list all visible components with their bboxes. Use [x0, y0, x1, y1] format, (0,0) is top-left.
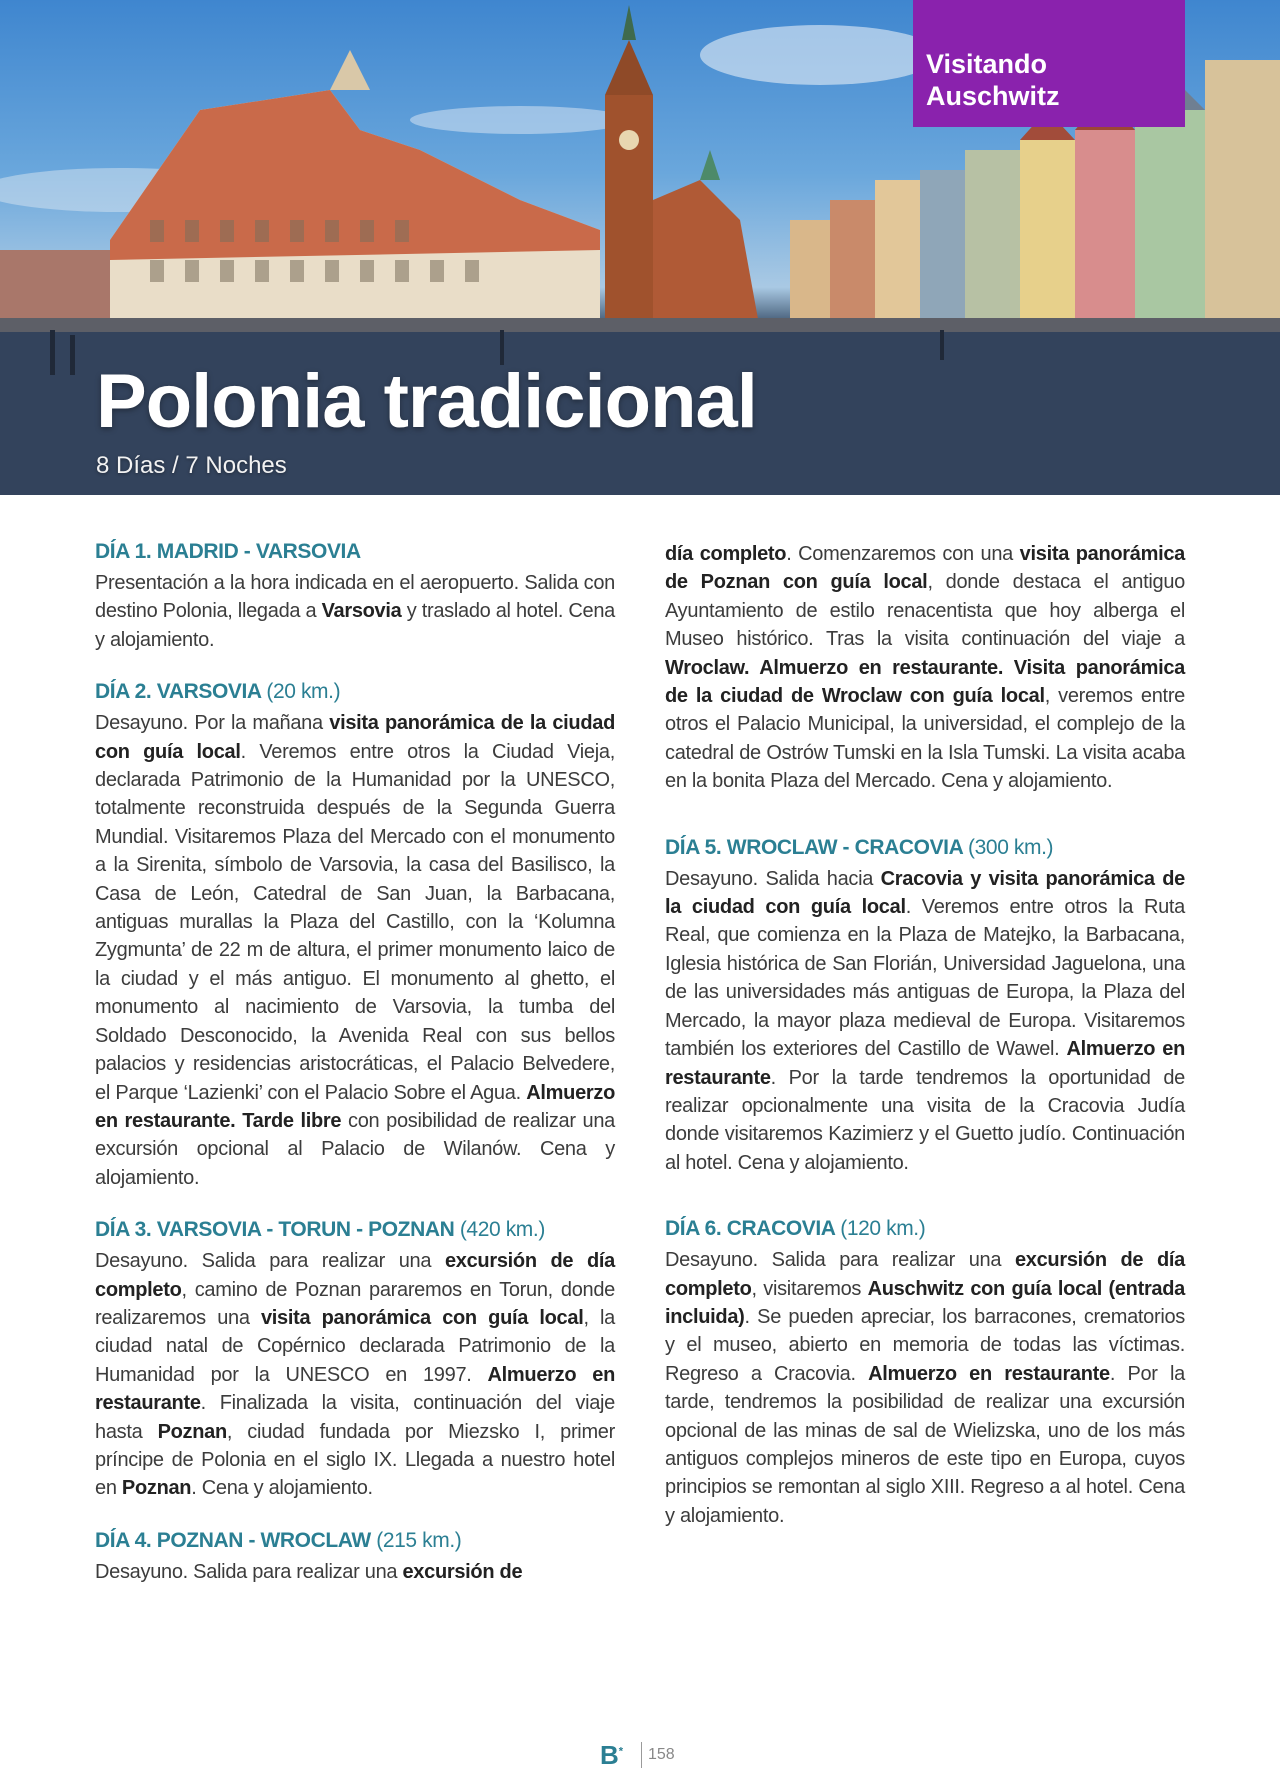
body-text: , camino de Poznan pararemos en Torun, donde realizaremos una [95, 1278, 615, 1329]
day-1 [95, 540, 615, 654]
itinerary-column-left [95, 540, 615, 1612]
day-4-text-start [95, 1558, 615, 1586]
day-6-distance: (120 km.) [840, 1217, 926, 1241]
day-4-text-end [665, 540, 1185, 796]
trip-duration: 8 Días / 7 Noches [96, 452, 287, 479]
day-2-distance: (20 km.) [266, 680, 341, 704]
day-6 [665, 1217, 1185, 1530]
body-text: , ciudad fundada por Miezsko I, primer príncipe de Polonia en el siglo IX. Llegada a nuestro hotel en [95, 1420, 615, 1500]
body-text: . Veremos entre otros la Ruta Real, que comienza en la Plaza de Matejko, la Barbacana, Iglesia histórica de San Florián, Universidad Jaguelona, una de las universidades más antiguas de Europa, la Plaza del Mercado, la mayor plaza medieval de Europa. Visitaremos también los exteriores del Castillo de Wawel. [665, 896, 1185, 1061]
highlight-text: excursión de [402, 1560, 523, 1583]
day-3-heading: DÍA 3. VARSOVIA - TORUN - POZNAN (420 km.) [95, 1218, 545, 1242]
body-text: y traslado al hotel. Cena y alojamiento. [95, 600, 615, 651]
body-text: Desayuno. Salida para realizar una [95, 1560, 403, 1583]
day-2 [95, 680, 615, 1192]
body-text: . Veremos entre otros la Ciudad Vieja, declarada Patrimonio de la Humanidad por la UNESCO, totalmente reconstruida después de la Segunda Guerra Mundial. Visitaremos Plaza del Mercado con el monumento a la Sirenita, símbolo de Varsovia, la casa del Basilisco, la Casa de León, Catedral de San Juan, la Barbacana, antiguas murallas la Plaza del Castillo, con la ‘Kolumna Zygmunta’ de 22 m de altura, el primer monumento laico de la ciudad y el más antiguo. El monumento al ghetto, el monumento al nacimiento de Varsovia, la tumba del Soldado Desconocido, la Avenida Real con sus bellos palacios y residencias aristocráticas, el Palacio Belvedere, el Parque ‘Lazienki’ con el Palacio Sobre el Agua. [95, 740, 615, 1104]
body-text: . Finalizada la visita, continuación del viaje hasta [95, 1392, 615, 1443]
day-5-heading: DÍA 5. WROCLAW - CRACOVIA (300 km.) [665, 835, 1054, 859]
body-text: . Comenzaremos con una [786, 543, 1020, 565]
body-text: , la ciudad natal de Copérnico declarada Patrimonio de la Humanidad por la UNESCO en 1997. [95, 1306, 615, 1386]
highlight-text: Almuerzo en restaurante [868, 1362, 1110, 1385]
page-number: 158 [648, 1746, 675, 1763]
badge-line-2: Auschwitz [926, 81, 1060, 111]
highlight-text: Auschwitz con guía local (entrada incluida) [665, 1277, 1185, 1328]
day-5-distance: (300 km.) [968, 835, 1054, 859]
day-5-text [665, 865, 1185, 1177]
day-5 [665, 836, 1185, 1177]
highlight-text: Almuerzo en restaurante [95, 1363, 615, 1415]
highlight-text: visita panorámica de Poznan con guía local [665, 543, 1185, 594]
highlight-text: Wroclaw. Almuerzo en restaurante. Visita panorámica de la ciudad de Wroclaw con guía local [665, 656, 1185, 708]
brand-logo: B* [600, 1740, 624, 1770]
day-6-heading: DÍA 6. CRACOVIA (120 km.) [665, 1217, 926, 1241]
auschwitz-badge [913, 0, 1185, 127]
day-6-text [665, 1246, 1185, 1530]
highlight-text: día completo [665, 543, 787, 565]
body-text: , veremos entre otros el Palacio Municipal, la universidad, el complejo de la catedral de Ostrów Tumski en la Isla Tumski. La visita acaba en la bonita Plaza del Mercado. Cena y alojamiento. [665, 685, 1185, 793]
itinerary-column-right [665, 540, 1185, 1556]
day-3-text [95, 1247, 615, 1503]
highlight-text: excursión de día completo [95, 1250, 615, 1301]
body-text: . Se pueden apreciar, los barracones, crematorios y el museo, abierto en memoria de todas las víctimas. Regreso a Cracovia. [665, 1305, 1185, 1385]
body-text: . Cena y alojamiento. [191, 1477, 373, 1500]
highlight-text: Cracovia y visita panorámica de la ciudad con guía local [665, 867, 1186, 919]
highlight-text: Poznan [121, 1477, 192, 1500]
body-text: Desayuno. Salida para realizar una [95, 1250, 445, 1273]
highlight-text: Poznan [157, 1420, 227, 1443]
day-4-continued [665, 540, 1185, 796]
badge-line-1: Visitando [926, 49, 1048, 79]
body-text: Desayuno. Salida para realizar una [665, 1249, 1015, 1272]
day-3 [95, 1218, 615, 1503]
day-3-distance: (420 km.) [459, 1218, 545, 1242]
body-text: . Por la tarde tendremos la oportunidad de realizar opcionalmente una visita de la Cracovia Judía donde visitaremos Kazimierz y el Guetto judío. Continuación al hotel. Cena y alojamiento. [665, 1066, 1185, 1174]
day-4-heading: DÍA 4. POZNAN - WROCLAW (215 km.) [95, 1528, 462, 1552]
day-2-text [95, 709, 615, 1192]
day-1-text [95, 569, 615, 654]
highlight-text: visita panorámica de la ciudad con guía local [95, 712, 615, 763]
body-text: Desayuno. Salida hacia [665, 867, 881, 890]
body-text: , visitaremos [751, 1277, 868, 1300]
page-title: Polonia tradicional [96, 359, 757, 444]
highlight-text: Almuerzo en restaurante. Tarde libre [95, 1081, 615, 1132]
highlight-text: excursión de día completo [665, 1249, 1185, 1300]
body-text: Desayuno. Por la mañana [95, 712, 330, 735]
day-4-distance: (215 km.) [376, 1528, 462, 1552]
highlight-text: Varsovia [321, 600, 402, 623]
day-4 [95, 1529, 615, 1586]
body-text: Presentación a la hora indicada en el aeropuerto. Salida con destino Polonia, llegada a [95, 572, 615, 623]
body-text: , donde destaca el antiguo Ayuntamiento de estilo renacentista que hoy alberga el Museo histórico. Tras la visita continuación del viaje a [665, 571, 1185, 651]
highlight-text: Almuerzo en restaurante [665, 1038, 1185, 1089]
highlight-text: visita panorámica con guía local [260, 1306, 584, 1329]
body-text: con posibilidad de realizar una excursión opcional al Palacio de Wilanów. Cena y alojamiento. [95, 1109, 615, 1189]
day-2-heading: DÍA 2. VARSOVIA (20 km.) [95, 680, 341, 704]
footer-divider [641, 1742, 642, 1768]
day-1-heading: DÍA 1. MADRID - VARSOVIA [95, 540, 361, 563]
body-text: . Por la tarde, tendremos la posibilidad de realizar una excursión opcional de las minas de sal de Wielizska, uno de los más antiguos complejos mineros de este tipo en Europa, cuyos principios se remontan al siglo XIII. Regreso a al hotel. Cena y alojamiento. [665, 1362, 1185, 1527]
